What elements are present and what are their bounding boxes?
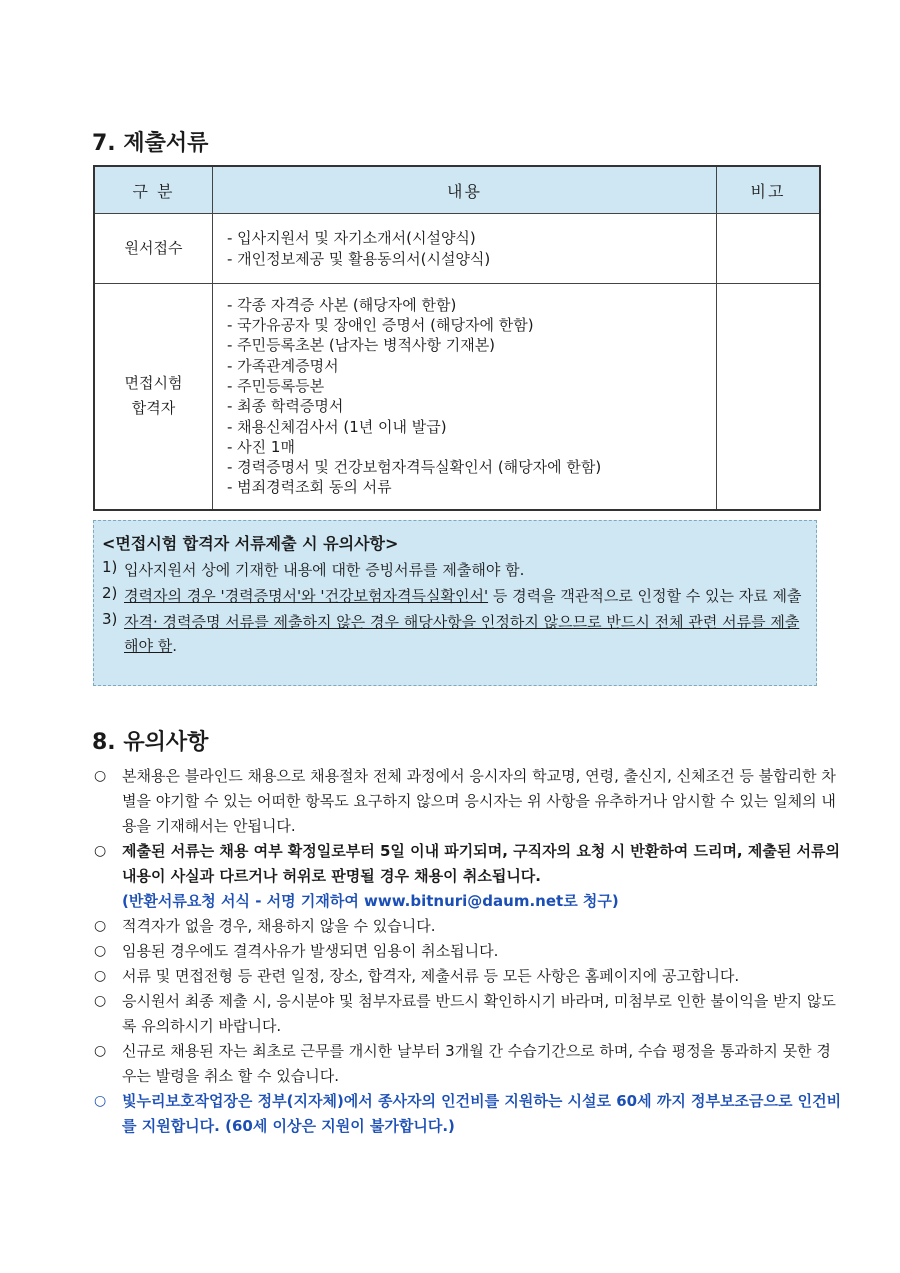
cautions-list: [94, 764, 844, 1139]
list-item: - 범죄경력조회 동의 서류: [227, 478, 392, 497]
caution-text: 본채용은 블라인드 채용으로 채용절차 전체 과정에서 응시자의 학교명, 연령, 출신지, 신체조건 등 불합리한 차별을 야기할 수 있는 어떠한 항목도 요구하지 않으며 응시자는 위 사항을 유추하거나 암시할 수 있는 일체의 내용을 기재해서는 안됩니다.: [122, 767, 836, 835]
table-header-row: [94, 166, 820, 214]
table-row: [94, 214, 820, 284]
notice-item: [102, 584, 802, 608]
bullet-circle-icon: ○: [94, 1043, 107, 1059]
row-category: [94, 214, 213, 284]
list-item: [94, 839, 844, 914]
list-item: [94, 964, 844, 989]
header-note: 비고: [717, 166, 821, 214]
list-item: - 주민등록초본 (남자는 병적사항 기재본): [227, 336, 496, 355]
row-note: [717, 214, 821, 284]
notice-number: 2): [102, 584, 118, 602]
list-item: - 주민등록등본: [227, 376, 325, 395]
bullet-circle-icon: ○: [94, 918, 107, 934]
caution-main-text: 제출된 서류는 채용 여부 확정일로부터 5일 이내 파기되며, 구직자의 요청 시 반환하여 드리며, 제출된 서류의 내용이 사실과 다르거나 허위로 판명될 경우 채용이 취소됩니다.: [122, 842, 841, 885]
row-content: [213, 214, 717, 284]
caution-text: 빛누리보호작업장은 정부(지자체)에서 종사자의 인건비를 지원하는 시설로 60세 까지 정부보조금으로 인건비를 지원합니다. (60세 이상은 지원이 불가합니다.): [122, 1092, 842, 1135]
notice-box: [93, 520, 817, 686]
notice-text: [124, 610, 802, 658]
list-item: [94, 914, 844, 939]
row-content: [213, 284, 717, 510]
list-item: [94, 1039, 844, 1089]
list-item: - 국가유공자 및 장애인 증명서 (해당자에 한함): [227, 316, 534, 335]
caution-text: 임용된 경우에도 결격사유가 발생되면 임용이 취소됩니다.: [122, 942, 499, 960]
category-line: 원서접수: [124, 239, 183, 257]
caution-text: 신규로 채용된 자는 최초로 근무를 개시한 날부터 3개월 간 수습기간으로 하며, 수습 평정을 통과하지 못한 경우는 발령을 취소 할 수 있습니다.: [122, 1042, 831, 1085]
documents-table: [93, 165, 821, 511]
list-item: [94, 1089, 844, 1139]
list-item: - 최종 학력증명서: [227, 397, 344, 416]
header-category: 구 분: [94, 166, 213, 214]
list-item: - 가족관계증명서: [227, 356, 339, 375]
section-8-title: 8. 유의사항: [92, 730, 209, 755]
row-note: [717, 284, 821, 510]
section-7-title: 7. 제출서류: [92, 131, 209, 156]
bullet-circle-icon: ○: [94, 1093, 107, 1109]
caution-text: 응시원서 최종 제출 시, 응시분야 및 첨부자료를 반드시 확인하시기 바라며, 미첨부로 인한 불이익을 받지 않도록 유의하시기 바랍니다.: [122, 992, 836, 1035]
bullet-circle-icon: ○: [94, 993, 107, 1009]
category-line: 면접시험: [124, 374, 183, 393]
list-item: [94, 939, 844, 964]
list-item: - 개인정보제공 및 활용동의서(시설양식): [227, 249, 491, 268]
notice-number: 1): [102, 558, 118, 576]
notice-item: [102, 610, 802, 658]
header-content: 내용: [213, 166, 717, 214]
list-item: - 경력증명서 및 건강보험자격득실확인서 (해당자에 한함): [227, 458, 602, 477]
notice-text-underlined: 경력자의 경우 '경력증명서'와 '건강보험자격득실확인서': [124, 587, 489, 605]
list-item: - 입사지원서 및 자기소개서(시설양식): [227, 229, 476, 248]
caution-sub-text: (반환서류요청 서식 - 서명 기재하여 www.bitnuri@daum.net로 청구): [122, 892, 619, 910]
list-item: - 각종 자격증 사본 (해당자에 한함): [227, 295, 457, 314]
notice-title: <면접시험 합격자 서류제출 시 유의사항>: [102, 534, 399, 553]
list-item: - 채용신체검사서 (1년 이내 발급): [227, 417, 447, 436]
caution-text: 서류 및 면접전형 등 관련 일정, 장소, 합격자, 제출서류 등 모든 사항은 홈페이지에 공고합니다.: [122, 967, 740, 985]
bullet-circle-icon: ○: [94, 843, 107, 859]
caution-text: [122, 839, 844, 914]
bullet-circle-icon: ○: [94, 968, 107, 984]
notice-text: [124, 584, 802, 608]
row-category: [94, 284, 213, 510]
list-item: [94, 764, 844, 839]
notice-text-rest: 등 경력을 객관적으로 인정할 수 있는 자료 제출: [488, 587, 802, 605]
notice-text-underlined: 자격· 경력증명 서류를 제출하지 않은 경우 해당사항을 인정하지 않으므로 반드시 전체 관련 서류를 제출해야 함: [124, 613, 800, 655]
notice-text-rest: .: [172, 637, 178, 655]
category-line: 합격자: [131, 399, 176, 418]
notice-number: 3): [102, 610, 118, 628]
caution-text: 적격자가 없을 경우, 채용하지 않을 수 있습니다.: [122, 917, 436, 935]
notice-text: 입사지원서 상에 기재한 내용에 대한 증빙서류를 제출해야 함.: [124, 561, 525, 579]
bullet-circle-icon: ○: [94, 768, 107, 784]
table-row: [94, 284, 820, 510]
notice-item: [102, 558, 802, 582]
list-item: [94, 989, 844, 1039]
bullet-circle-icon: ○: [94, 943, 107, 959]
list-item: - 사진 1매: [227, 437, 295, 456]
